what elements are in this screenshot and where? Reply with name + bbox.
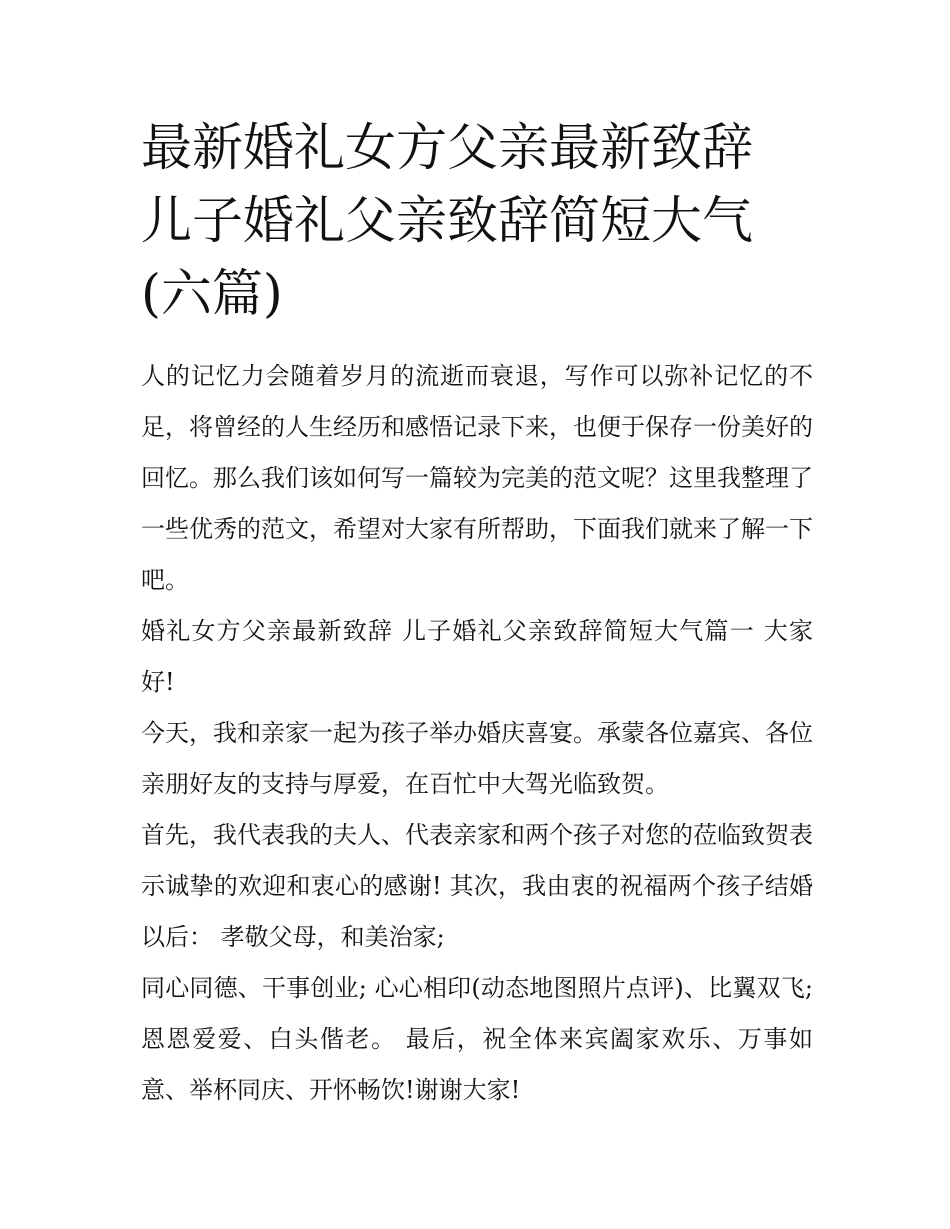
paragraph-greeting: 婚礼女方父亲最新致辞 儿子婚礼父亲致辞简短大气篇一 大家好! [141, 617, 813, 696]
document-body [141, 351, 813, 1116]
paragraph-thanks: 首先，我代表我的夫人、代表亲家和两个孩子对您的莅临致贺表示诚挚的欢迎和衷心的感谢! 其次，我由衷的祝福两个孩子结婚以后： 孝敬父母，和美治家; [141, 821, 813, 951]
document-title: 最新婚礼女方父亲最新致辞 儿子婚礼父亲致辞简短大气(六篇) [141, 119, 754, 324]
document-page [141, 112, 813, 1116]
paragraph-today: 今天，我和亲家一起为孩子举办婚庆喜宴。承蒙各位嘉宾、各位亲朋好友的支持与厚爱，在百忙中大驾光临致贺。 [141, 719, 813, 798]
paragraph-intro: 人的记忆力会随着岁月的流逝而衰退，写作可以弥补记忆的不足，将曾经的人生经历和感悟记录下来，也便于保存一份美好的回忆。那么我们该如何写一篇较为完美的范文呢？这里我整理了一些优秀的范文，希望对大家有所帮助，下面我们就来了解一下吧。 [141, 362, 813, 594]
paragraph-blessing: 同心同德、干事创业; 心心相印(动态地图照片点评)、比翼双飞; 恩恩爱爱、白头偕老。 最后，祝全体来宾阖家欢乐、万事如意、举杯同庆、开怀畅饮!谢谢大家! [141, 974, 813, 1104]
